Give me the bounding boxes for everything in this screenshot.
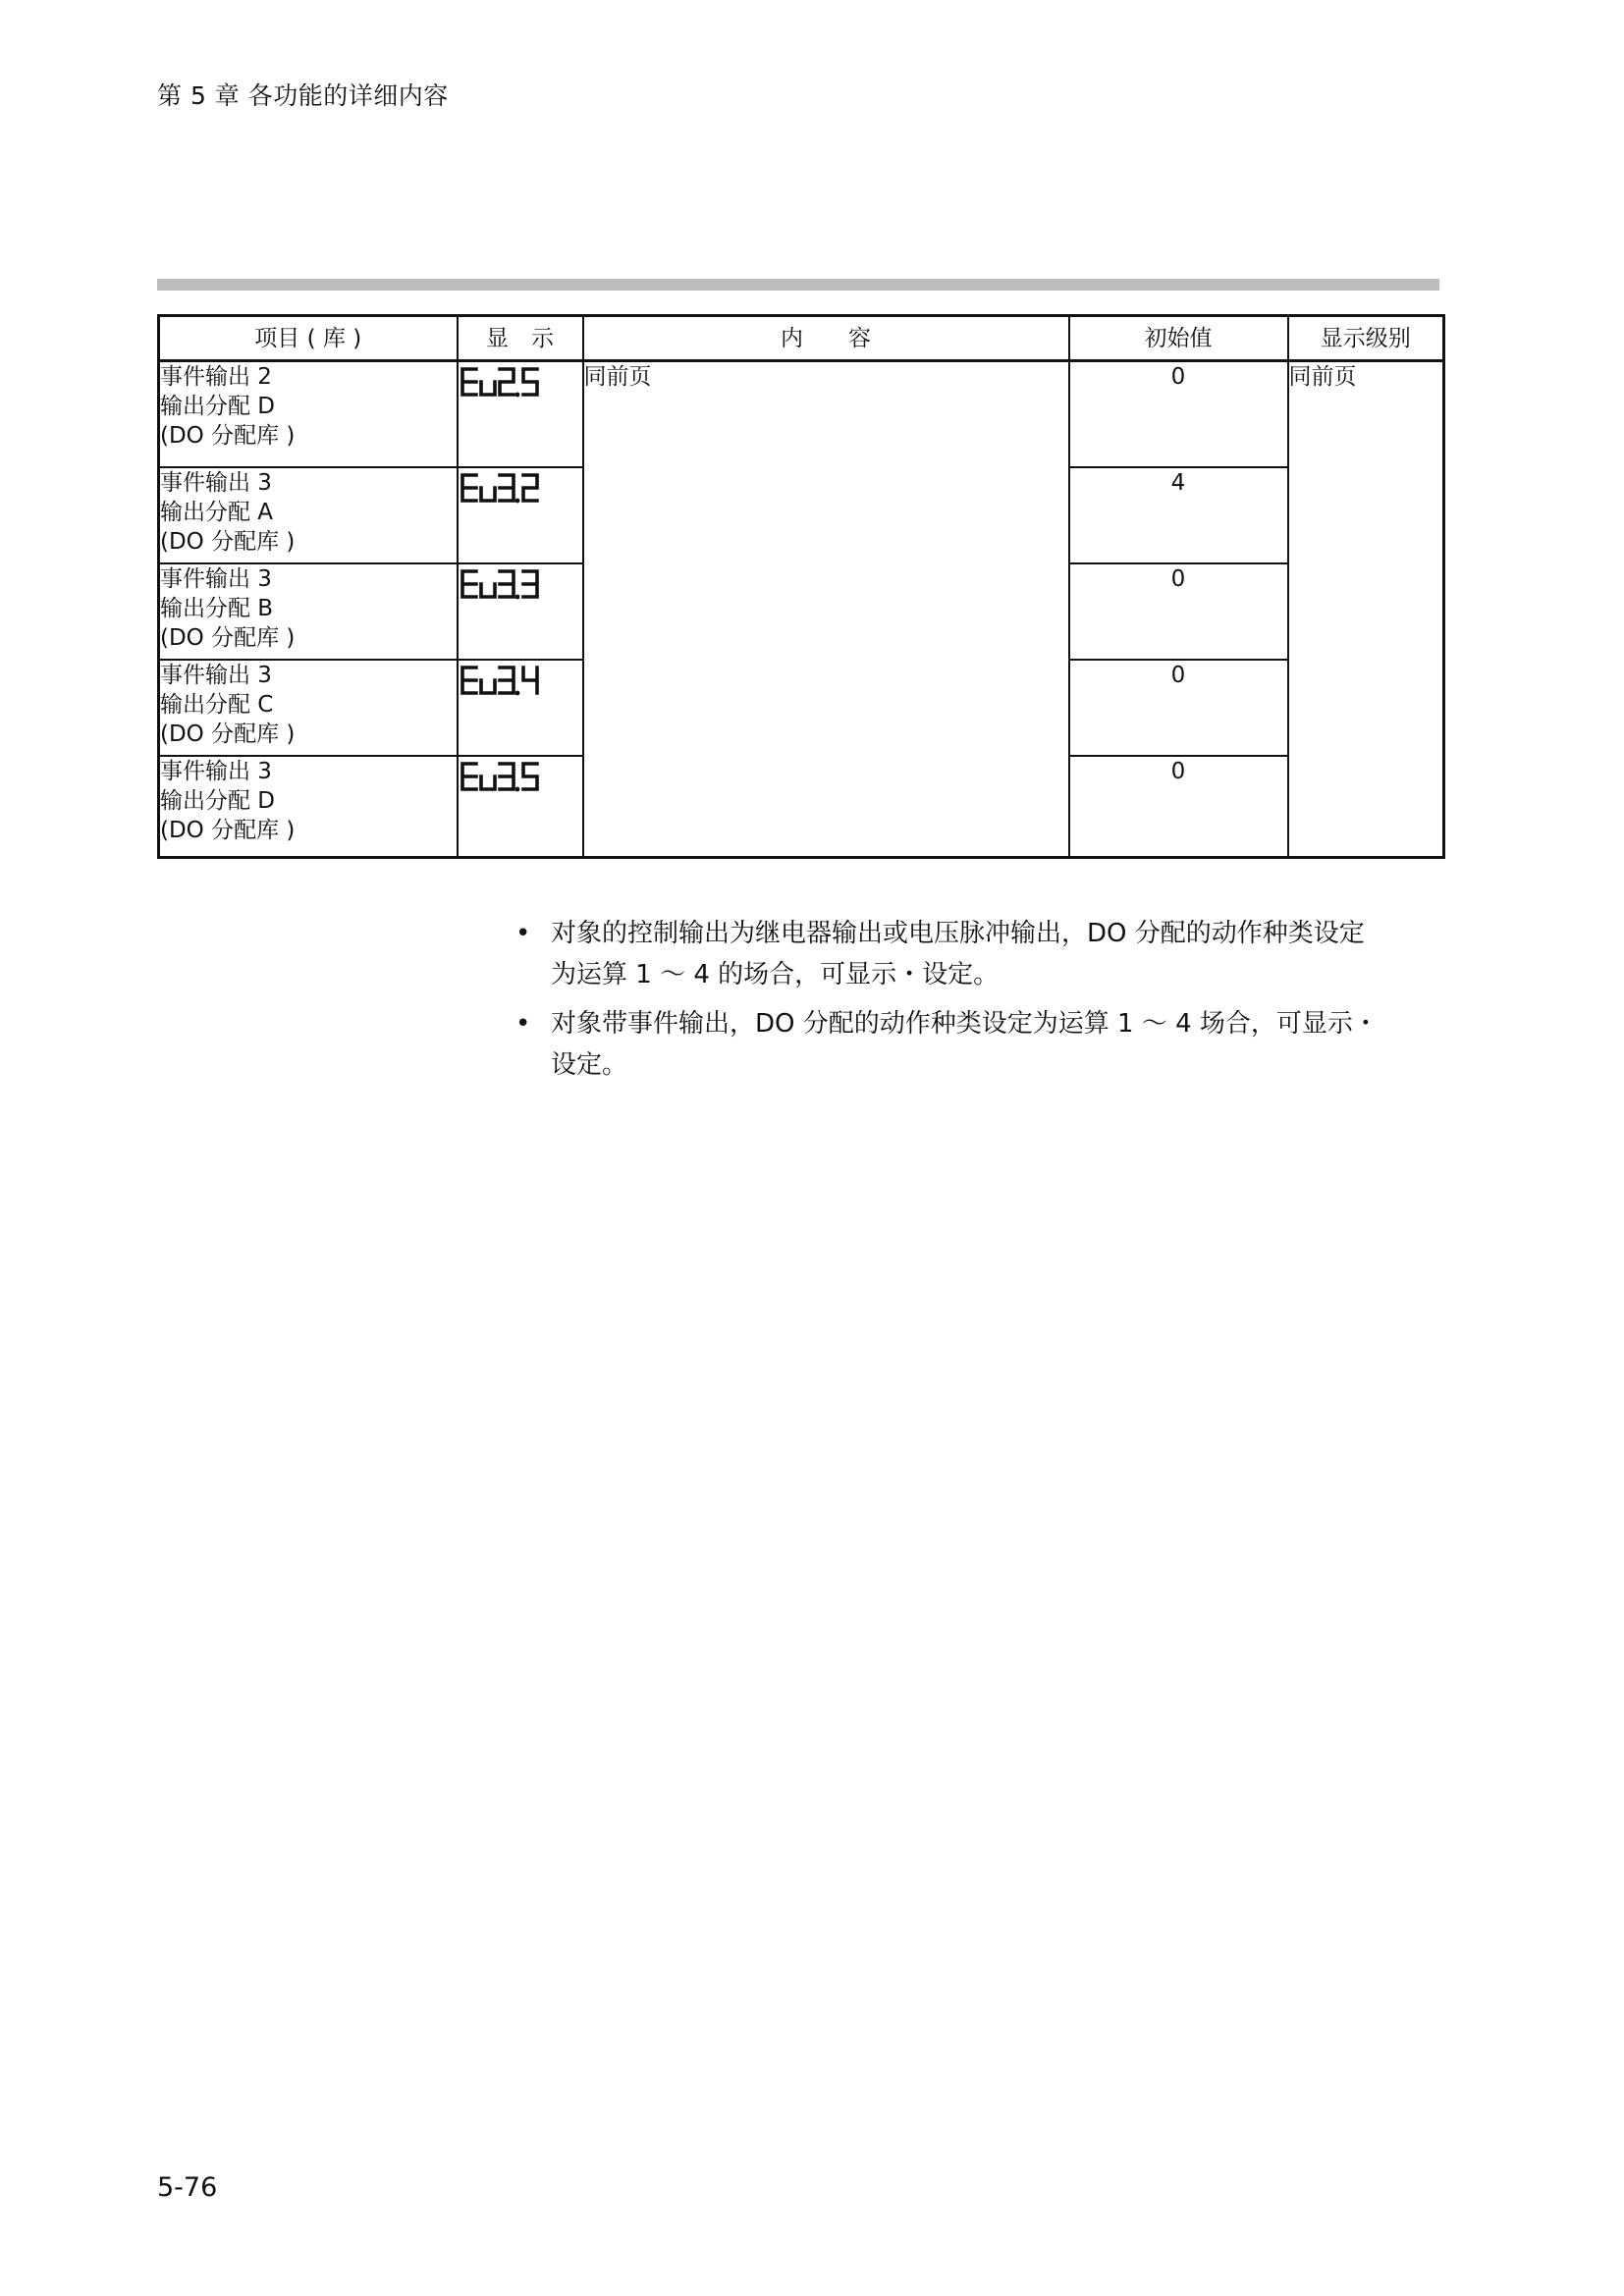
seven-segment-display: [459, 468, 567, 507]
bullet-icon: •: [515, 1009, 531, 1039]
decimal-point: [514, 690, 519, 695]
initial-value-cell: 0: [1069, 756, 1288, 858]
content-cell: 同前页: [583, 361, 1069, 858]
item-line: (DO 分配库 ): [160, 423, 296, 449]
item-line: 事件输出 3: [160, 565, 272, 592]
decimal-point: [514, 786, 519, 791]
note-item: [515, 913, 1458, 995]
item-line: (DO 分配库 ): [160, 817, 296, 843]
seven-segment-display: [459, 757, 567, 796]
table-header-row: [159, 316, 1444, 361]
item-line: 输出分配 D: [160, 394, 276, 419]
item-line: 输出分配 C: [160, 691, 274, 718]
chapter-header: 第 5 章 各功能的详细内容: [157, 81, 449, 110]
item-line: (DO 分配库 ): [160, 528, 296, 555]
decimal-point: [514, 498, 519, 503]
item-cell: [159, 660, 458, 756]
item-line: 输出分配 B: [160, 595, 274, 621]
decimal-point: [514, 594, 519, 599]
display-cell: [458, 361, 583, 467]
item-line: 输出分配 D: [160, 787, 276, 814]
decimal-point: [514, 393, 519, 398]
segment-glyphs: [462, 369, 537, 395]
display-level-cell: 同前页: [1288, 361, 1444, 858]
item-line: (DO 分配库 ): [160, 624, 296, 651]
item-cell: [159, 467, 458, 563]
section-divider: [157, 279, 1439, 291]
header-display-level: 显示级别: [1288, 316, 1444, 361]
initial-value-cell: 0: [1069, 563, 1288, 660]
item-line: (DO 分配库 ): [160, 721, 296, 747]
note-line: 对象带事件输出，DO 分配的动作种类设定为运算 1 ～ 4 场合，可显示・: [551, 1009, 1379, 1039]
header-display: 显 示: [458, 316, 583, 361]
initial-value-cell: 4: [1069, 467, 1288, 563]
initial-value-cell: 0: [1069, 361, 1288, 467]
header-item: 项目 ( 库 ): [159, 316, 458, 361]
bullet-icon: •: [515, 919, 531, 948]
notes-list: [515, 913, 1458, 1094]
item-line: 事件输出 3: [160, 758, 272, 784]
table-row: [159, 361, 1444, 467]
note-line: 对象的控制输出为继电器输出或电压脉冲输出，DO 分配的动作种类设定: [551, 919, 1365, 948]
note-item: [515, 1003, 1458, 1086]
segment-glyphs: [462, 571, 537, 597]
display-cell: [458, 467, 583, 563]
seven-segment-display: [459, 362, 567, 401]
display-cell: [458, 756, 583, 858]
initial-value-cell: 0: [1069, 660, 1288, 756]
item-line: 事件输出 3: [160, 662, 272, 688]
segment-glyphs: [462, 764, 537, 789]
page-number: 5-76: [157, 2172, 218, 2203]
display-cell: [458, 563, 583, 660]
item-line: 事件输出 3: [160, 469, 272, 496]
parameter-table: [157, 314, 1445, 859]
seven-segment-display: [459, 564, 567, 604]
item-cell: [159, 361, 458, 467]
segment-glyphs: [462, 475, 537, 501]
note-line: 为运算 1 ～ 4 的场合，可显示・设定。: [551, 960, 1000, 989]
note-line: 设定。: [551, 1050, 628, 1080]
header-content: 内 容: [583, 316, 1069, 361]
segment-glyphs: [462, 667, 537, 693]
item-line: 输出分配 A: [160, 499, 274, 525]
display-cell: [458, 660, 583, 756]
item-line: 事件输出 2: [160, 364, 272, 390]
header-initial-value: 初始值: [1069, 316, 1288, 361]
seven-segment-display: [459, 661, 567, 700]
item-cell: [159, 756, 458, 858]
item-cell: [159, 563, 458, 660]
